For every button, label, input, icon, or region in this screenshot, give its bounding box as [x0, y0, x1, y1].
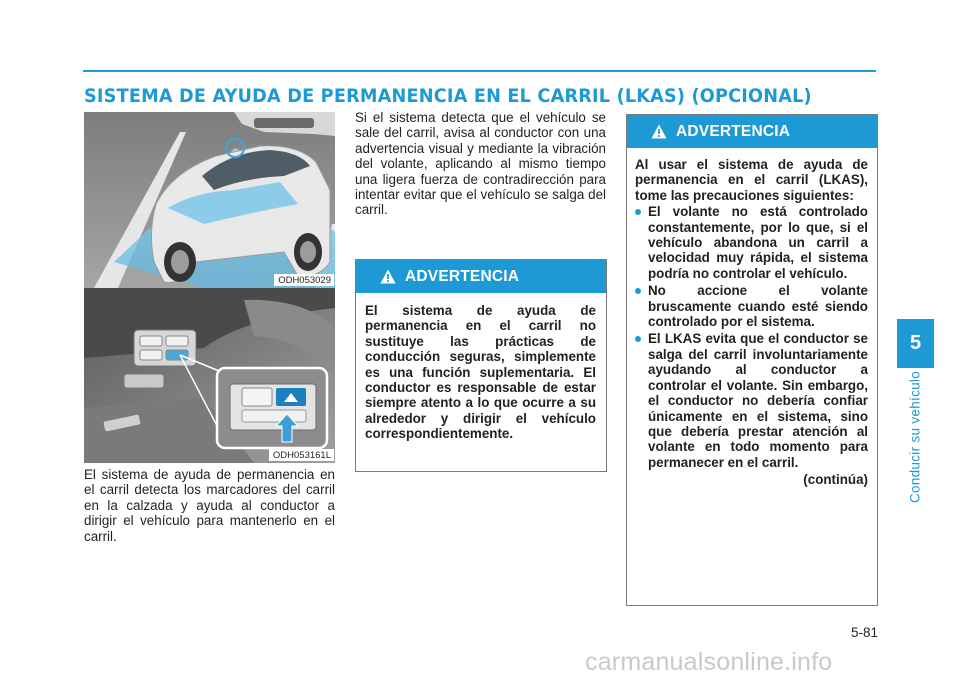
page-number: 5-81: [850, 625, 878, 640]
watermark: carmanualsonline.info: [585, 648, 833, 676]
middle-paragraph: Si el sistema detecta que el vehículo se sale del carril, avisa al conductor con una advertencia visual y mediante la vibración del volante, aplicando al mismo tiempo una ligera fuerza de contradirección para intentar evitar que el vehículo se salga del carril.: [355, 110, 606, 218]
warning-text: El sistema de ayuda de permanencia en el carril no sustituye las prácticas de conducción seguras, simplemente es una función suplementaria. El conductor es responsable de estar siempre atento a lo que ocurre a su alrededor y dirigir el vehículo correspondientemente.: [365, 303, 596, 442]
figure-switch-code: ODH053161L: [269, 449, 334, 461]
figure-lkas-switch: [84, 288, 335, 463]
switch-panel-illustration: [84, 288, 335, 463]
warning-box-right: [626, 114, 878, 606]
warning-bullet-list: [635, 204, 868, 470]
chapter-label-text: Conducir su vehículo: [907, 370, 923, 504]
left-paragraph: El sistema de ayuda de permanencia en el carril detecta los marcadores del carril en la calzada y ayuda al conductor a dirigir el vehículo para mantenerlo en el carril.: [84, 467, 335, 544]
section-title: SISTEMA DE AYUDA DE PERMANENCIA EN EL CARRIL (LKAS) (OPCIONAL): [84, 85, 812, 107]
car-illustration: [84, 112, 335, 288]
warning-header: [627, 115, 877, 148]
list-item: El LKAS evita que el conductor se salga del carril involuntariamente ayudando al conductor a controlar el volante. Sin embargo, el conductor no debería confiar únicamente en el sistema, sino que debería prestar atención al volante en todo momento para permanecer en el carril.: [635, 331, 868, 470]
list-item: No accione el volante bruscamente cuando esté siendo controlado por el sistema.: [635, 283, 868, 329]
figure-car-code: ODH053029: [274, 274, 334, 286]
continued-note: (continúa): [803, 472, 868, 488]
bullet-icon: [635, 209, 641, 215]
bullet-icon: [635, 336, 641, 342]
figure-car-camera: [84, 112, 335, 288]
list-item: El volante no está controlado constantemente, por lo que, si el vehículo abandona un carril a velocidad muy rápida, el sistema podría no controlar el vehículo.: [635, 204, 868, 281]
warning-box-middle: [355, 259, 607, 472]
warning-heading: ADVERTENCIA: [676, 122, 791, 140]
bullet-icon: [635, 288, 641, 294]
chapter-number-tab: 5: [897, 319, 934, 368]
warning-triangle-icon: [651, 124, 667, 139]
warning-intro: Al usar el sistema de ayuda de permanencia en el carril (LKAS), tome las precauciones siguientes:: [635, 157, 868, 203]
warning-heading: ADVERTENCIA: [405, 267, 520, 285]
warning-triangle-icon: [380, 269, 396, 284]
warning-header: [356, 260, 606, 293]
header-rule: [83, 70, 876, 72]
warning-content: [627, 148, 877, 488]
